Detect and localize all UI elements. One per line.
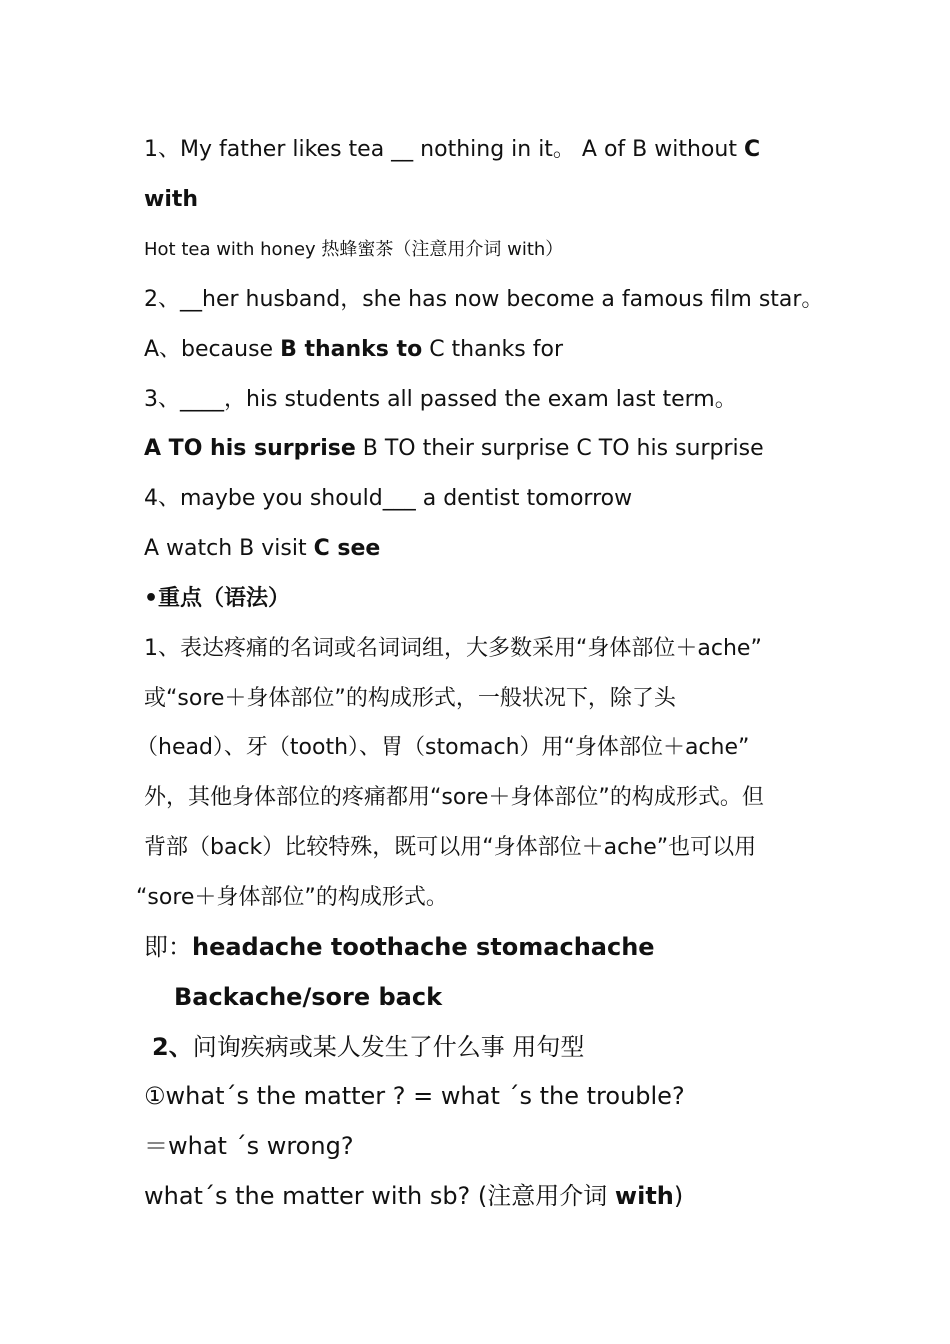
grammar-p2: 2、问询疾病或某人发生了什么事 用句型 — [152, 1033, 585, 1061]
q2-answer: B thanks to — [280, 337, 423, 362]
q1-stem: 1、My father likes tea __ nothing in it。 A of B without C — [144, 137, 761, 162]
grammar-heading: •重点（语法） — [144, 586, 291, 611]
q4-stem: 4、maybe you should___ a dentist tomorrow — [144, 486, 633, 511]
q1-answer-cont: with — [144, 187, 199, 212]
ie-line: 即：headache toothache stomachache — [144, 933, 655, 961]
q1-answer: C — [743, 137, 761, 162]
q4-answer: C see — [313, 536, 381, 561]
ie-line-2: Backache/sore back — [174, 983, 443, 1011]
sentence-3: what´s the matter with sb? (注意用介词 with) — [144, 1182, 684, 1210]
grammar-p1-line: 1、表达疼痛的名词或名词词组，大多数采用“身体部位＋ache” — [144, 636, 762, 661]
grammar-p1-line: 外，其他身体部位的疼痛都用“sore＋身体部位”的构成形式。但 — [144, 785, 764, 810]
q3-answer: A TO his surprise — [144, 436, 356, 461]
sentence-1: ①what´s the matter ? = what ´s the trouble? — [144, 1082, 685, 1110]
sentence-2: ＝what ´s wrong? — [144, 1132, 354, 1160]
q2-stem: 2、__her husband，she has now become a famous film star。 — [144, 287, 824, 312]
q3-options: A TO his surprise B TO their surprise C TO his surprise — [144, 436, 764, 461]
q1-note: Hot tea with honey 热蜂蜜茶（注意用介词 with） — [144, 239, 564, 260]
ie-words: headache toothache stomachache — [192, 933, 655, 961]
grammar-p1-line: 背部（back）比较特殊，既可以用“身体部位＋ache”也可以用 — [144, 835, 757, 860]
grammar-p1-line: （head）、牙（tooth）、胃（stomach）用“身体部位＋ache” — [136, 735, 750, 760]
q2-options: A、because B thanks to C thanks for — [144, 337, 563, 362]
q3-stem: 3、____，his students all passed the exam last term。 — [144, 387, 737, 412]
grammar-p1-line: “sore＋身体部位”的构成形式。 — [136, 885, 448, 910]
grammar-p1-line: 或“sore＋身体部位”的构成形式，一般状况下，除了头 — [144, 686, 676, 711]
q4-options: A watch B visit C see — [144, 536, 381, 561]
